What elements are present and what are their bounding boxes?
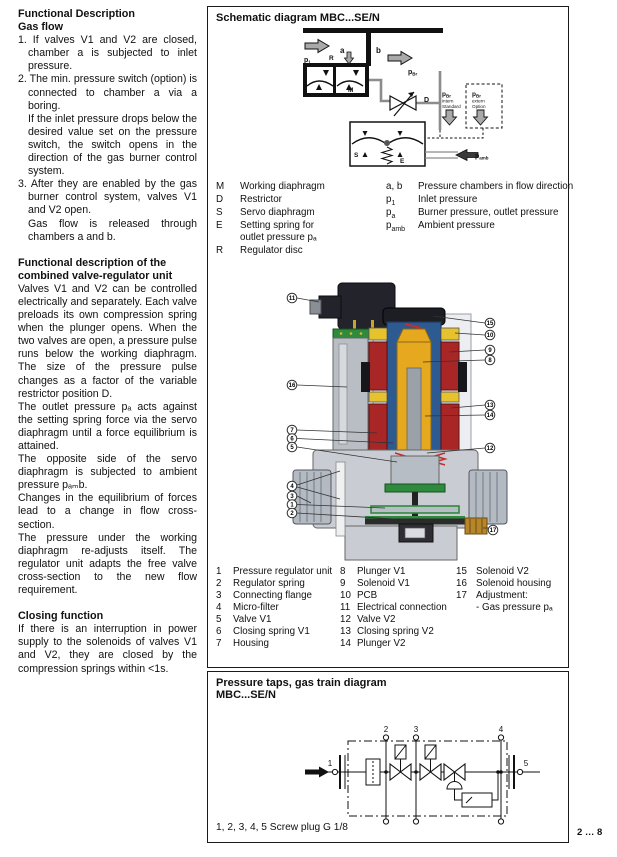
solenoid-housing	[333, 338, 368, 450]
label-s: S	[354, 152, 359, 159]
svg-text:4: 4	[498, 725, 504, 734]
gas-train-diagram	[300, 723, 566, 835]
regulator-paragraph: The pressure under the working diaphragm re-adjusts itself. The regulator unit adapts the free valve cross-section to the new flow requirement.	[18, 531, 197, 597]
svg-text:15: 15	[486, 321, 494, 328]
gas-flow-item-continuation: If the inlet pressure drops below the desired value set on the pressure switch, the switch opens in the direction of the gas burner control system.	[28, 112, 197, 178]
regulator-paragraph: Changes in the equilibrium of forces lead to a change in flow cross-section.	[18, 492, 197, 531]
parts-item: 6 Closing spring V1	[216, 626, 310, 637]
heading-functional-description: Functional Description	[18, 8, 135, 20]
legend-row: $p_1$ Inlet pressure	[386, 194, 478, 207]
legend-row: $p_a$ Burner pressure, outlet pressure	[386, 207, 559, 220]
parts-item: 9 Solenoid V1	[340, 578, 410, 589]
flow-arrow-inlet	[305, 40, 329, 53]
gas-flow-item: 2. The min. pressure switch (option) is connected to chamber a via a boring.	[18, 73, 197, 112]
valve-cross-section	[283, 256, 518, 566]
pamb-connection	[425, 150, 478, 161]
regulator-paragraph: The outlet pressure pₐ acts against the setting spring force via the servo diaphragm until a force equilibrium is attained.	[18, 400, 197, 452]
parts-item: 17 Adjustment:	[456, 590, 528, 601]
gas-flow-item: 3. After they are enabled by the gas burner control system, valves V1 and V2 open.	[18, 178, 197, 217]
legend-row-continuation: outlet pressure pₐ	[240, 232, 317, 243]
svg-text:17: 17	[489, 528, 497, 535]
svg-text:2: 2	[383, 725, 389, 734]
label-pbr-intern: $p_{Br}$	[442, 91, 451, 99]
page-number: 2 … 8	[577, 827, 603, 838]
functional-description-column	[18, 8, 197, 676]
svg-text:14: 14	[486, 413, 494, 420]
heading-valve-regulator: Functional description of the combined valve-regulator unit	[18, 256, 173, 282]
svg-text:4: 4	[290, 484, 294, 491]
parts-item: 5 Valve V1	[216, 614, 272, 625]
small-arrows	[316, 52, 359, 90]
legend-row: $p_{amb}$ Ambient pressure	[386, 220, 495, 233]
legend-row: E Setting spring for	[216, 220, 315, 231]
svg-text:Option: Option	[472, 104, 486, 109]
closing-paragraph: If there is an interruption in power supply to the solenoids of valves V1 and V2, they are closed by the compression springs within <1s.	[18, 623, 197, 675]
legend-row: D Restrictor	[216, 194, 282, 205]
gas-train-caption: 1, 2, 3, 4, 5 Screw plug G 1/8	[216, 822, 348, 833]
valve-body	[293, 450, 507, 560]
pbr-tap-lines	[425, 84, 502, 138]
label-pamb: $p_{amb}$	[475, 153, 489, 161]
solenoid-valve-v2-symbol	[420, 745, 441, 780]
heading-gas-flow: Gas flow	[18, 21, 63, 34]
heading-closing-function: Closing function	[18, 610, 104, 623]
legend-row: M Working diaphragm	[216, 181, 325, 192]
spacer	[18, 244, 197, 257]
gas-train-title-line1: Pressure taps, gas train diagram	[216, 677, 387, 689]
svg-text:12: 12	[486, 446, 494, 453]
parts-item: 13 Closing spring V2	[340, 626, 434, 637]
svg-text:6: 6	[290, 436, 294, 443]
parts-item: 14 Plunger V2	[340, 638, 406, 649]
gas-train-title-line2: MBC...SE/N	[216, 689, 276, 701]
svg-text:1: 1	[327, 759, 333, 768]
svg-text:11: 11	[288, 296, 296, 303]
svg-text:13: 13	[486, 403, 494, 410]
parts-item-continuation: - Gas pressure pₐ	[476, 602, 553, 613]
svg-text:5: 5	[290, 445, 294, 452]
svg-text:3: 3	[290, 494, 294, 501]
gas-flow-item-continuation: Gas flow is released through chambers a and b.	[28, 217, 197, 243]
adjustment-screw	[465, 518, 487, 534]
solenoid-valve-v1-symbol	[390, 745, 411, 780]
regulator-symbol	[444, 764, 498, 807]
svg-text:9: 9	[488, 348, 492, 355]
parts-item: 8 Plunger V1	[340, 566, 406, 577]
label-e: E	[400, 158, 405, 165]
parts-item: 10 PCB	[340, 590, 378, 601]
parts-item: 1 Pressure regulator unit	[216, 566, 333, 577]
label-p1: $p_1$	[304, 57, 311, 65]
svg-text:16: 16	[288, 383, 296, 390]
parts-item: 7 Housing	[216, 638, 269, 649]
legend-row: S Servo diaphragm	[216, 207, 315, 218]
legend-row: R Regulator disc	[216, 245, 303, 256]
label-pbr: $p_{Br}$	[408, 69, 418, 77]
schematic-diagram	[290, 26, 570, 178]
svg-text:7: 7	[290, 428, 294, 435]
servo-regulator-box	[350, 122, 425, 166]
parts-item: 15 Solenoid V2	[456, 566, 529, 577]
callout	[287, 293, 319, 303]
svg-text:8: 8	[488, 358, 492, 365]
flange-right	[469, 470, 507, 524]
svg-text:5: 5	[523, 759, 529, 768]
solenoid-tower	[361, 308, 467, 454]
svg-text:2: 2	[290, 511, 294, 518]
flow-arrow-outlet	[388, 52, 412, 65]
parts-item: 12 Valve V2	[340, 614, 396, 625]
svg-text:3: 3	[413, 725, 419, 734]
svg-text:intern: intern	[442, 98, 454, 104]
parts-item: 16 Solenoid housing	[456, 578, 552, 589]
label-r: R	[329, 55, 334, 62]
label-m: M	[348, 87, 354, 94]
svg-text:Standard: Standard	[442, 104, 461, 109]
label-chamber-a: a	[340, 46, 345, 55]
parts-item: 2 Regulator spring	[216, 578, 305, 589]
parts-item: 11 Electrical connection	[340, 602, 447, 613]
regulator-paragraph: The opposite side of the servo diaphragm is subjected to ambient pressure pₐₘb.	[18, 453, 197, 492]
electrical-connector	[310, 283, 395, 329]
pbr-down-arrows	[443, 110, 488, 125]
restrictor-pipes	[369, 71, 440, 130]
parts-item: 4 Micro-filter	[216, 602, 279, 613]
regulator-paragraph: Valves V1 and V2 can be controlled electrically and separately. Each valve preloads its own compression spring when the plunger opens. When the two valves are open, a pressure pulse runs below the working diaphragm. The size of the pressure pulse changes as a factor of the variable restrictor position D.	[18, 282, 197, 400]
parts-item: 3 Connecting flange	[216, 590, 312, 601]
svg-text:10: 10	[486, 333, 494, 340]
gas-flow-item: 1. If valves V1 and V2 are closed, chamber a is subjected to inlet pressure.	[18, 34, 197, 73]
svg-text:extern: extern	[472, 98, 485, 104]
restrictor-valve	[390, 92, 416, 116]
label-chamber-b: b	[376, 46, 381, 55]
legend-row: a, b Pressure chambers in flow direction	[386, 181, 574, 192]
micro-filter	[336, 462, 345, 536]
filter-symbol	[366, 759, 380, 785]
label-d: D	[424, 97, 430, 104]
spacer	[18, 597, 197, 610]
svg-text:1: 1	[290, 502, 294, 509]
pipe-walls	[303, 28, 443, 97]
schematic-title: Schematic diagram MBC...SE/N	[216, 12, 380, 24]
inlet-flow-arrow	[305, 767, 329, 778]
label-pbr-extern: $p_{Br}$	[472, 91, 481, 99]
